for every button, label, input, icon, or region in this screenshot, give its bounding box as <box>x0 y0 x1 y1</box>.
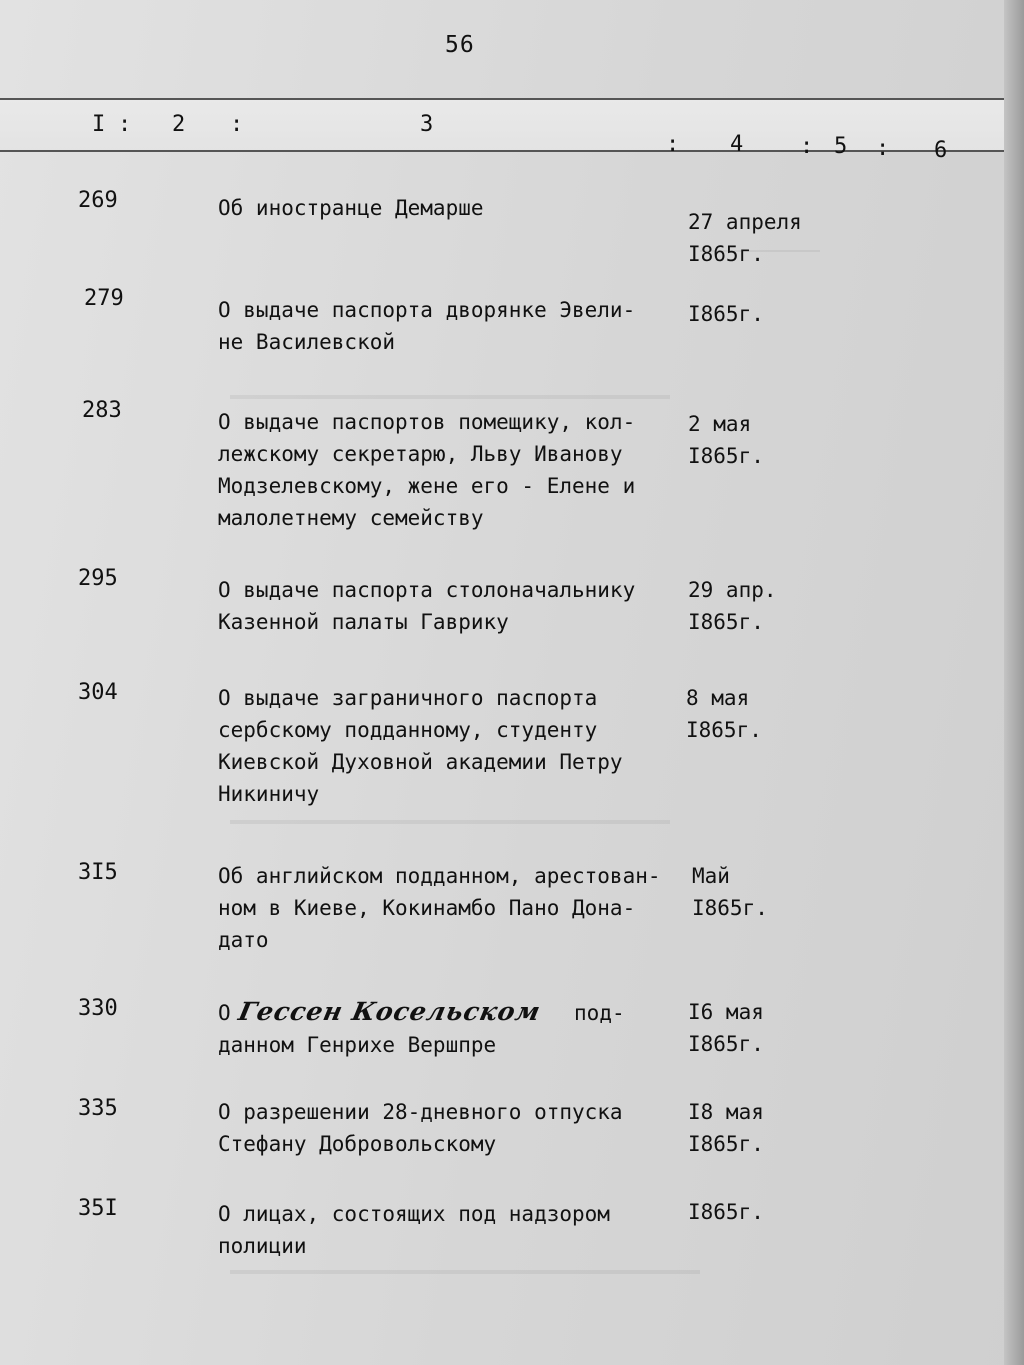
col-separator: : <box>230 112 244 137</box>
entry-number: 269 <box>78 188 118 213</box>
page-edge-shadow <box>1004 0 1024 1365</box>
col-separator: : <box>876 136 890 161</box>
entry-title: О выдаче паспорта столоначальнику Казенной палаты Гаврику <box>218 578 636 634</box>
entry-title-continuation: данном Генрихе Вершпре <box>218 1033 497 1057</box>
entry-title-suffix: под- <box>574 1001 625 1025</box>
bleed-through <box>230 820 670 824</box>
entry-title: Об иностранце Демарше <box>218 196 484 220</box>
col-separator: : <box>800 134 814 159</box>
bleed-through <box>230 395 670 399</box>
entry-date: I8 мая I865г. <box>688 1100 764 1156</box>
header-top-rule <box>0 98 1004 100</box>
col-header-5: 5 <box>834 134 848 159</box>
entry-number: 304 <box>78 680 118 705</box>
entry-date: 27 апреля I865г. <box>688 210 802 266</box>
entry-date: I6 мая I865г. <box>688 1000 764 1056</box>
entry-title <box>218 996 688 1061</box>
entry-title: О разрешении 28-дневного отпуска Стефану Добровольскому <box>218 1100 623 1156</box>
entry-title: О выдаче заграничного паспорта сербскому подданному, студенту Киевской Духовной академии Петру Никиничу <box>218 686 623 806</box>
entry-title-prefix: О <box>218 1001 231 1025</box>
entry-number: 330 <box>78 996 118 1021</box>
entry-date: Май I865г. <box>692 864 768 920</box>
bleed-through <box>230 1270 700 1274</box>
col-separator: : <box>666 132 680 157</box>
entry-title: Об английском подданном, арестован- ном в Киеве, Кокинамбо Пано Дона- дато <box>218 864 661 952</box>
entry-number: 335 <box>78 1096 118 1121</box>
col-header-4: 4 <box>730 132 744 157</box>
entry-date: 29 апр. I865г. <box>688 578 777 634</box>
bleed-through <box>700 210 820 252</box>
col-separator: : <box>118 112 132 137</box>
entry-number: 35I <box>78 1196 118 1221</box>
entry-date: I865г. <box>688 302 764 326</box>
entry-title: О выдаче паспортов помещику, кол- лежскому секретарю, Льву Иванову Модзелевскому, жене его - Елене и малолетнему семейству <box>218 410 636 530</box>
entry-number: 279 <box>84 286 124 311</box>
entry-number: 3I5 <box>78 860 118 885</box>
entry-date: 8 мая I865г. <box>686 686 762 742</box>
col-header-1: I <box>92 112 106 137</box>
entry-title: О лицах, состоящих под надзором полиции <box>218 1202 610 1258</box>
entry-number: 283 <box>82 398 122 423</box>
col-header-6: 6 <box>934 138 948 163</box>
col-header-2: 2 <box>172 112 186 137</box>
col-header-3: 3 <box>420 112 434 137</box>
handwritten-insert: Гессен Косельском <box>235 997 544 1026</box>
entry-date: I865г. <box>688 1200 764 1224</box>
entry-date: 2 мая I865г. <box>688 412 764 468</box>
entry-number: 295 <box>78 566 118 591</box>
header-bottom-rule <box>0 150 1004 152</box>
header-band <box>0 100 1004 152</box>
page-number: 56 <box>445 32 475 58</box>
entry-title: О выдаче паспорта дворянке Эвели- не Василевской <box>218 298 636 354</box>
